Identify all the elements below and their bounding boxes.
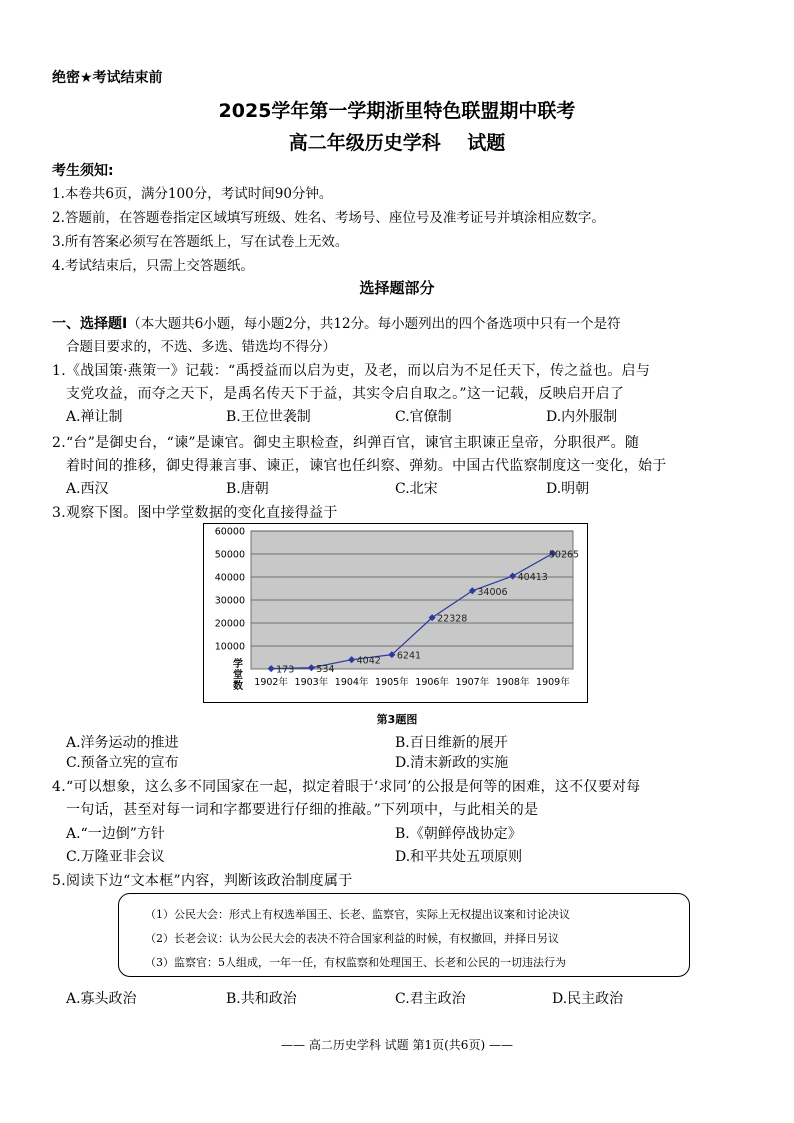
q1-option-c[interactable]: C.官僚制 xyxy=(395,409,452,425)
q2-option-a[interactable]: A.西汉 xyxy=(66,481,109,497)
notice-item: 3.所有答案必须写在答题纸上，写在试卷上无效。 xyxy=(52,234,349,250)
notice-item: 4.考试结束后，只需上交答题纸。 xyxy=(52,258,254,274)
chart-x-tick-label: 1902年 xyxy=(254,677,288,688)
q1-option-d[interactable]: D.内外服制 xyxy=(546,409,618,425)
q3-option-b[interactable]: B.百日维新的展开 xyxy=(395,735,508,751)
notice-item: 1.本卷共6页，满分100分，考试时间90分钟。 xyxy=(52,186,333,202)
chart-data-label: 6241 xyxy=(396,650,422,662)
chart-x-tick-label: 1905年 xyxy=(375,677,409,688)
q5-option-b[interactable]: B.共和政治 xyxy=(226,991,297,1007)
part-desc-cont: 合题目要求的，不选、多选、错选均不得分） xyxy=(66,339,336,355)
section-title: 选择题部分 xyxy=(359,279,435,297)
q5-stem: 5.阅读下边“文本框”内容，判断该政治制度属于 xyxy=(52,873,353,889)
q2-option-d[interactable]: D.明朝 xyxy=(546,481,590,497)
part-heading xyxy=(52,312,621,333)
chart-y-tick-label: 40000 xyxy=(214,572,245,584)
chart-x-tick-label: 1903年 xyxy=(294,677,329,688)
chart-x-tick-label: 1904年 xyxy=(334,677,369,688)
chart-y-tick-label: 60000 xyxy=(214,526,245,538)
q4-stem: 4.“可以想象，这么多不同国家在一起，拟定着眼于‘求同’的公报是何等的困难，这不仅要对每 xyxy=(52,779,641,795)
q1-option-a[interactable]: A.禅让制 xyxy=(66,409,123,425)
notice-heading: 考生须知: xyxy=(52,163,114,179)
q5-option-a[interactable]: A.寡头政治 xyxy=(66,991,137,1007)
chart-y-label-char: 堂 xyxy=(233,670,243,681)
q5-box-line: （1）公民大会：形式上有权选举国王、长老、监察官，实际上无权提出议案和讨论决议 xyxy=(145,908,570,921)
page-footer: —— 高二历史学科 试题 第1页(共6页) —— xyxy=(281,1038,513,1052)
q1-option-b[interactable]: B.王位世袭制 xyxy=(226,409,311,425)
part-label: 一、选择题Ⅰ xyxy=(52,316,128,332)
q2-option-c[interactable]: C.北宋 xyxy=(395,481,438,497)
q2-stem: 2.“台”是御史台，“谏”是谏官。御史主职检查，纠弹百官，谏官主职谏正皇帝，分职很严。随 xyxy=(52,435,640,451)
chart-data-label: 22328 xyxy=(437,613,468,625)
q4-option-d[interactable]: D.和平共处五项原则 xyxy=(395,849,523,865)
q4-option-c[interactable]: C.万隆亚非会议 xyxy=(66,849,165,865)
q5-box-line: （2）长老会议：认为公民大会的表决不符合国家利益的时候，有权撤回，并择日另议 xyxy=(145,932,559,945)
chart-data-label: 534 xyxy=(316,663,335,675)
chart-y-tick-label: 10000 xyxy=(214,641,245,653)
chart-y-tick-label: 30000 xyxy=(214,595,245,607)
q5-option-d[interactable]: D.民主政治 xyxy=(552,991,624,1007)
chart-x-tick-label: 1908年 xyxy=(495,677,530,688)
secret-label: 绝密★考试结束前 xyxy=(52,70,163,86)
q2-option-b[interactable]: B.唐朝 xyxy=(226,481,269,497)
notice-item: 2.答题前，在答题卷指定区域填写班级、姓名、考场号、座位号及准考证号并填涂相应数字。 xyxy=(52,210,605,226)
chart-x-tick-label: 1906年 xyxy=(415,677,449,688)
q1-stem-cont: 支党攻益，而夺之天下，是禹名传天下于益，其实令启自取之。”这一记载，反映启开启了 xyxy=(66,386,625,402)
chart-x-tick-label: 1907年 xyxy=(455,677,490,688)
q3-figure-caption: 第3题图 xyxy=(376,713,418,726)
chart-data-label: 34006 xyxy=(477,586,508,598)
q4-option-b[interactable]: B.《朝鲜停战协定》 xyxy=(395,826,522,842)
q3-option-d[interactable]: D.清末新政的实施 xyxy=(395,755,509,771)
q3-line-chart xyxy=(203,523,588,703)
exam-title: 2025学年第一学期浙里特色联盟期中联考 xyxy=(218,100,576,122)
q5-box-line: （3）监察官：5人组成，一年一任，有权监察和处理国王、长老和公民的一切违法行为 xyxy=(145,956,566,969)
q5-option-c[interactable]: C.君主政治 xyxy=(395,991,466,1007)
chart-data-label: 40413 xyxy=(517,572,548,584)
chart-data-label: 50265 xyxy=(548,549,580,561)
q3-stem: 3.观察下图。图中学堂数据的变化直接得益于 xyxy=(52,505,338,521)
chart-y-tick-label: 50000 xyxy=(214,549,245,561)
chart-y-label xyxy=(233,657,243,692)
chart-data-label: 173 xyxy=(276,664,295,676)
q3-option-c[interactable]: C.预备立宪的宣布 xyxy=(66,755,179,771)
q4-option-a[interactable]: A.“一边倒”方针 xyxy=(66,826,165,842)
part-desc: （本大题共6小题，每小题2分，共12分。每小题列出的四个备选项中只有一个是符 xyxy=(127,316,621,332)
chart-x-tick-label: 1909年 xyxy=(536,677,570,688)
q2-stem-cont: 着时间的推移，御史得兼言事、谏正，谏官也任纠察、弹劾。中国古代监察制度这一变化，始于 xyxy=(66,458,667,474)
exam-subtitle: 高二年级历史学科 试题 xyxy=(288,132,506,154)
chart-y-label-char: 学 xyxy=(233,659,243,670)
q4-stem-cont: 一句话，甚至对每一词和字都要进行仔细的推敲。”下列项中，与此相关的是 xyxy=(66,802,539,818)
q3-option-a[interactable]: A.洋务运动的推进 xyxy=(66,735,179,751)
chart-y-tick-label: 20000 xyxy=(214,618,245,630)
q1-stem: 1.《战国策·燕策一》记载：“禹授益而以启为吏，及老，而以启为不足任天下，传之益也。启与 xyxy=(52,363,651,379)
chart-y-label-char: 数 xyxy=(233,681,243,692)
chart-data-label: 4042 xyxy=(356,655,381,667)
